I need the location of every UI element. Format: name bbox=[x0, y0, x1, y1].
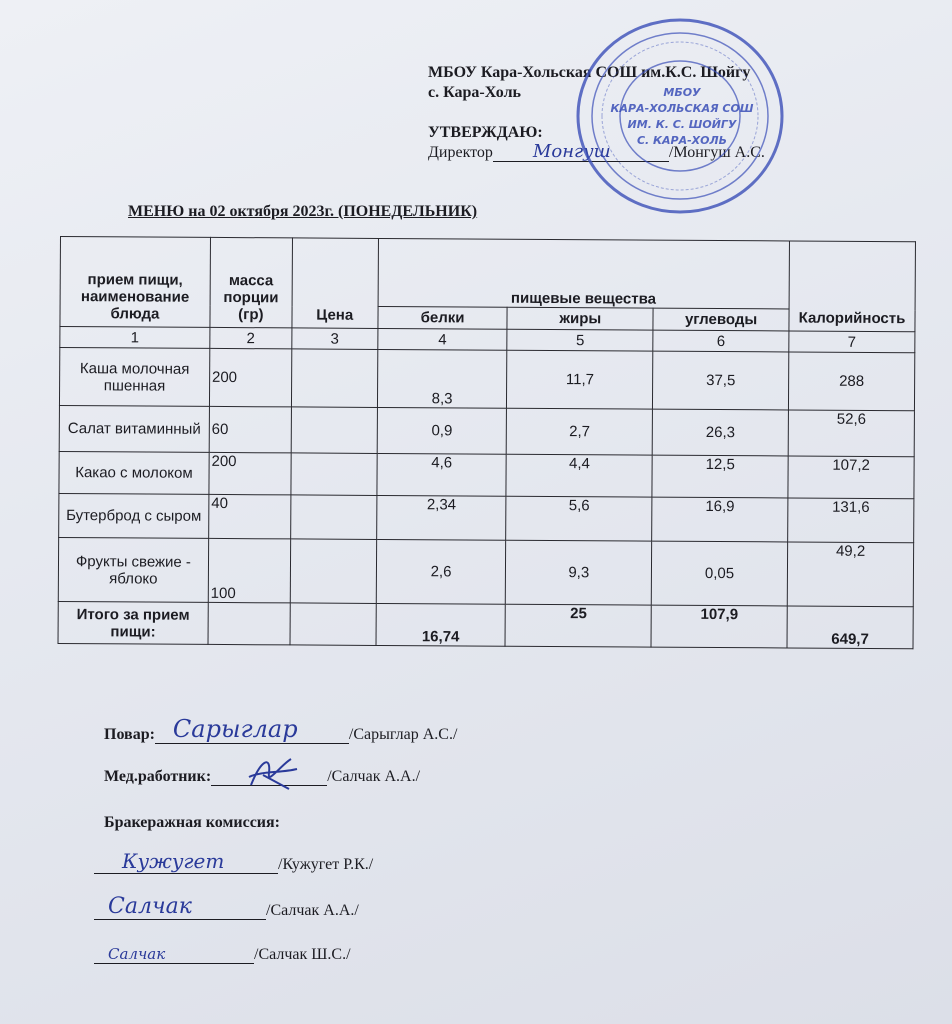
dish-name: Каша молочная пшенная bbox=[59, 348, 209, 407]
med-signature-line bbox=[211, 769, 327, 786]
dish-price bbox=[291, 349, 377, 408]
member3-signature-line bbox=[94, 947, 254, 964]
table-row bbox=[59, 405, 914, 456]
header-mass: масса порции (гр) bbox=[210, 237, 292, 327]
col-num: 7 bbox=[789, 331, 915, 353]
dish-calories: 288 bbox=[788, 352, 914, 411]
approve-heading: УТВЕРЖДАЮ: bbox=[428, 124, 543, 141]
col-num: 2 bbox=[210, 327, 292, 349]
dish-fat: 4,4 bbox=[506, 454, 652, 497]
header-meal: прием пищи, наименование блюда bbox=[60, 237, 210, 328]
cook-signature: Сарыглар bbox=[172, 715, 298, 743]
member1-signature: Кужугет bbox=[122, 849, 225, 873]
col-num: 4 bbox=[378, 328, 508, 350]
member1-name: /Кужугет Р.К./ bbox=[278, 856, 374, 873]
cook-line bbox=[104, 715, 458, 744]
director-signature: Монгуш bbox=[532, 141, 611, 162]
med-label: Мед.работник: bbox=[104, 768, 212, 785]
col-num: 1 bbox=[60, 327, 210, 349]
cook-signature-line bbox=[155, 715, 349, 744]
dish-mass: 40 bbox=[209, 494, 291, 538]
total-label: Итого за прием пищи: bbox=[58, 601, 208, 644]
header-nutrients: пищевые вещества bbox=[378, 238, 790, 309]
dish-protein: 2,6 bbox=[376, 539, 506, 604]
col-num: 3 bbox=[292, 328, 378, 350]
table-row bbox=[59, 348, 914, 411]
school-village: с. Кара-Холь bbox=[428, 84, 522, 101]
dish-price bbox=[290, 539, 376, 604]
member2-signature-line bbox=[94, 894, 266, 920]
header-calories: Калорийность bbox=[789, 241, 916, 332]
header-price: Цена bbox=[292, 238, 378, 329]
member3-name: /Салчак Ш.С./ bbox=[254, 946, 351, 963]
dish-name: Какао с молоком bbox=[59, 451, 209, 494]
commission-heading: Бракеражная комиссия: bbox=[104, 814, 280, 831]
school-name: МБОУ Кара-Хольская СОШ им.К.С. Шойгу bbox=[428, 64, 751, 81]
med-line bbox=[104, 768, 420, 786]
dish-fat: 11,7 bbox=[507, 350, 653, 409]
table-row bbox=[59, 451, 914, 498]
total-fat: 25 bbox=[505, 604, 651, 647]
member2-signature: Салчак bbox=[108, 894, 192, 919]
dish-carbs: 26,3 bbox=[652, 409, 788, 456]
cook-name: /Сарыглар А.С./ bbox=[348, 726, 458, 743]
dish-protein: 0,9 bbox=[377, 407, 507, 454]
stamp-line1: МБОУ bbox=[663, 86, 701, 99]
stamp-line4: С. КАРА-ХОЛЬ bbox=[636, 134, 728, 147]
med-name: /Салчак А.А./ bbox=[327, 768, 421, 785]
dish-carbs: 0,05 bbox=[651, 541, 787, 606]
total-row bbox=[58, 601, 913, 648]
dish-fat: 9,3 bbox=[506, 540, 652, 605]
dish-carbs: 37,5 bbox=[653, 351, 789, 410]
dish-protein: 8,3 bbox=[377, 349, 507, 408]
director-label: Директор bbox=[428, 144, 493, 161]
total-protein: 16,74 bbox=[376, 603, 506, 646]
cook-label: Повар: bbox=[104, 726, 155, 743]
dish-protein: 2,34 bbox=[376, 495, 506, 540]
commission-member-3 bbox=[94, 946, 351, 964]
dish-fat: 2,7 bbox=[507, 408, 653, 455]
table-row bbox=[59, 493, 914, 542]
dish-mass: 60 bbox=[209, 406, 291, 452]
dish-mass: 100 bbox=[208, 538, 290, 602]
header-protein: белки bbox=[378, 306, 508, 329]
dish-price bbox=[291, 407, 377, 454]
header-carbs: углеводы bbox=[653, 308, 789, 331]
total-calories: 649,7 bbox=[787, 606, 913, 649]
col-num: 6 bbox=[653, 330, 789, 352]
dish-name: Салат витаминный bbox=[59, 405, 209, 452]
dish-fat: 5,6 bbox=[506, 496, 652, 541]
total-carbs: 107,9 bbox=[651, 605, 787, 648]
commission-member-2 bbox=[94, 894, 359, 920]
table-row bbox=[58, 537, 913, 606]
director-name: /Монгуш А.С. bbox=[668, 144, 765, 161]
dish-protein: 4,6 bbox=[377, 453, 507, 496]
header-fat: жиры bbox=[507, 307, 653, 330]
commission-member-1 bbox=[94, 849, 374, 874]
menu-title: МЕНЮ на 02 октября 2023г. (ПОНЕДЕЛЬНИК) bbox=[128, 203, 478, 220]
dish-calories: 107,2 bbox=[788, 456, 914, 499]
dish-name: Фрукты свежие - яблоко bbox=[58, 537, 208, 602]
dish-calories: 131,6 bbox=[788, 498, 914, 543]
member3-signature: Салчак bbox=[108, 945, 166, 963]
member1-signature-line bbox=[94, 849, 278, 874]
col-num: 5 bbox=[507, 329, 653, 351]
med-signature bbox=[241, 755, 301, 791]
dish-calories: 49,2 bbox=[787, 542, 913, 607]
school-stamp bbox=[572, 14, 788, 218]
dish-mass: 200 bbox=[209, 452, 291, 494]
dish-carbs: 12,5 bbox=[652, 455, 788, 498]
dish-carbs: 16,9 bbox=[652, 497, 788, 542]
dish-mass: 200 bbox=[209, 348, 291, 406]
dish-name: Бутерброд с сыром bbox=[59, 493, 209, 538]
dish-price bbox=[290, 495, 376, 540]
member2-name: /Салчак А.А./ bbox=[266, 902, 359, 919]
dish-calories: 52,6 bbox=[788, 410, 914, 457]
menu-table bbox=[58, 236, 916, 649]
stamp-line3: ИМ. К. С. ШОЙГУ bbox=[627, 118, 737, 131]
dish-price bbox=[291, 453, 377, 496]
stamp-line2: КАРА-ХОЛЬСКАЯ СОШ bbox=[610, 102, 754, 115]
